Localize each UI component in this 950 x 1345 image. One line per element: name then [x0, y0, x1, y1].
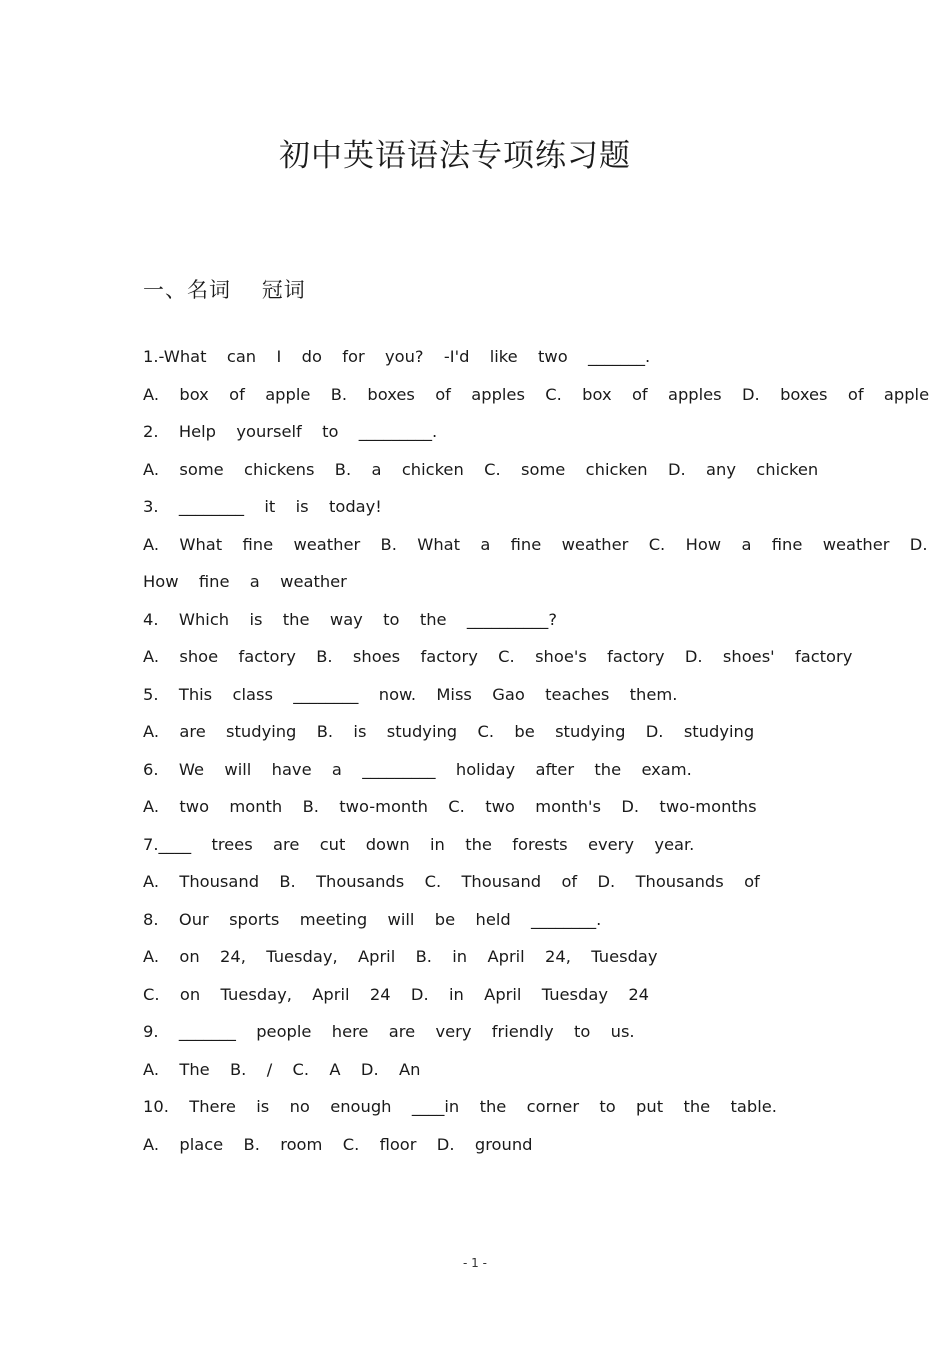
- question-4: 4. Which is the way to the __________?: [143, 609, 557, 629]
- question-3: 3. ________ it is today!: [143, 497, 382, 516]
- options-2: A. some chickens B. a chicken C. some chicken D. any chicken: [143, 459, 819, 479]
- question-5: 5. This class ________ now. Miss Gao teaches them.: [143, 684, 678, 704]
- options-8-a-b: A. on 24, Tuesday, April B. in April 24, Tuesday: [143, 947, 658, 966]
- options-5: A. are studying B. is studying C. be studying D. studying: [143, 722, 755, 741]
- question-7: 7.____ trees are cut down in the forests every year.: [143, 834, 695, 854]
- section-heading: 一、名词 冠词: [143, 278, 306, 302]
- options-6: A. two month B. two-month C. two month's D. two-months: [143, 797, 757, 816]
- options-1: A. box of apple B. boxes of apples C. box of apples D. boxes of apple: [143, 384, 930, 404]
- question-1: 1.-What can I do for you? -I'd like two _______.: [143, 347, 651, 366]
- question-6: 6. We will have a _________ holiday after the exam.: [143, 759, 692, 779]
- options-9: A. The B. / C. A D. An: [143, 1059, 421, 1079]
- options-3-continued: How fine a weather: [143, 572, 347, 591]
- options-7: A. Thousand B. Thousands C. Thousand of D. Thousands of: [143, 872, 760, 891]
- question-8: 8. Our sports meeting will be held ________.: [143, 909, 602, 929]
- page-number: - 1 -: [463, 1256, 487, 1270]
- document-title: 初中英语语法专项练习题: [279, 138, 631, 174]
- options-10: A. place B. room C. floor D. ground: [143, 1134, 533, 1154]
- question-2: 2. Help yourself to _________.: [143, 422, 438, 441]
- question-9: 9. _______ people here are very friendly to us.: [143, 1022, 635, 1041]
- options-8-c-d: C. on Tuesday, April 24 D. in April Tuesday 24: [143, 984, 650, 1004]
- question-10: 10. There is no enough ____in the corner to put the table.: [143, 1097, 777, 1116]
- options-4: A. shoe factory B. shoes factory C. shoe's factory D. shoes' factory: [143, 647, 853, 666]
- options-3: A. What fine weather B. What a fine weather C. How a fine weather D.: [143, 534, 928, 554]
- exercise-list: [143, 338, 930, 1163]
